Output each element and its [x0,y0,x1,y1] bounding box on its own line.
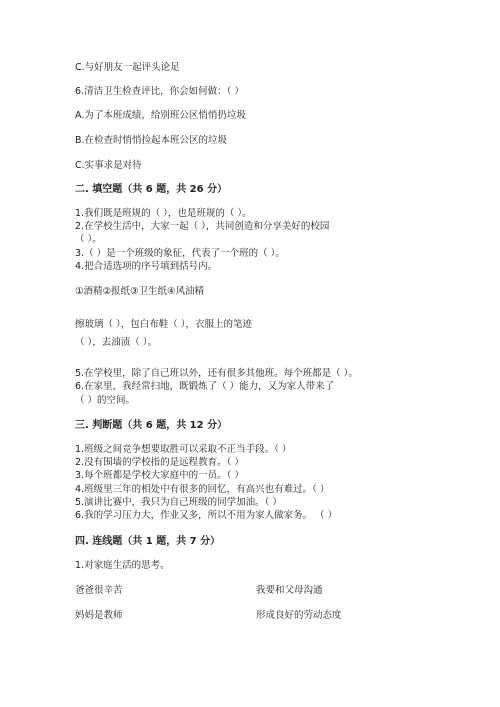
fill-line-7: （ ），去油渍（ ）。 [75,337,158,348]
judge-item-6: 6.我的学习压力大，作业又多，所以不用为家人做家务。 （ ） [75,510,338,521]
fill-line-10: （ ）的空间。 [75,395,136,406]
match-right-2: 形成良好的劳动态度 [256,610,342,621]
match-prompt: 1.对家庭生活的思考。 [75,560,170,571]
q6-question: 6.清洁卫生检查评比，你会如何做：（ ） [75,86,244,97]
fill-line-1: 1.我们既是班规的（ ），也是班规的（ ）。 [75,208,252,219]
section2-title: 二. 填空题（共 6 题，共 26 分） [75,184,228,195]
section4-title: 四. 连线题（共 1 题，共 7 分） [75,536,221,547]
judge-item-4: 4.班级里三年的相处中有很多的回忆，有高兴也有难过。（ ） [75,484,330,495]
q6-option-b: B.在检查时悄悄捡起本班公区的垃圾 [75,135,228,146]
match-right-1: 我要和父母沟通 [256,585,323,596]
fill-line-6: 擦玻璃（ ），包白布鞋（ ），衣服上的笔迹 [75,319,253,330]
fill-line-9: 6.在家里，我经常扫地，既锻炼了（ ）能力，又为家人带来了 [75,381,335,392]
judge-item-3: 3.每个班都是学校大家庭中的一员。（ ） [75,470,244,481]
q5-option-c: C.与好朋友一起评头论足 [75,62,180,73]
section3-title: 三. 判断题（共 6 题，共 12 分） [75,420,228,431]
fill-options: ①酒精②报纸③卫生纸④风油精 [75,286,205,297]
judge-item-1: 1.班级之间竞争想要取胜可以采取不正当手段。（ ） [75,444,292,455]
q6-option-c: C.实事求是对待 [75,160,142,171]
fill-line-2: 2.在学校生活中，大家一起（ ），共同创造和分享美好的校园 [75,221,330,232]
judge-item-2: 2.没有围墙的学校指的是远程教育。（ ） [75,457,244,468]
match-left-2: 妈妈是教师 [75,610,123,621]
match-left-1: 爸爸很辛苦 [75,585,123,596]
fill-line-8: 5.在学校里，除了自己班以外，还有很多其他班。每个班都是（ ）。 [75,368,358,379]
q6-option-a: A.为了本班成绩，给别班公区悄悄扔垃圾 [75,110,246,121]
fill-line-5: 4.把合适选项的序号填到括号内。 [75,261,218,272]
fill-line-4: 3.（ ）是一个班级的象征，代表了一个班的（ ）。 [75,248,285,259]
judge-item-5: 5.演讲比赛中，我只为自己班级的同学加油。（ ） [75,497,282,508]
fill-line-3: （ ）。 [75,234,102,245]
